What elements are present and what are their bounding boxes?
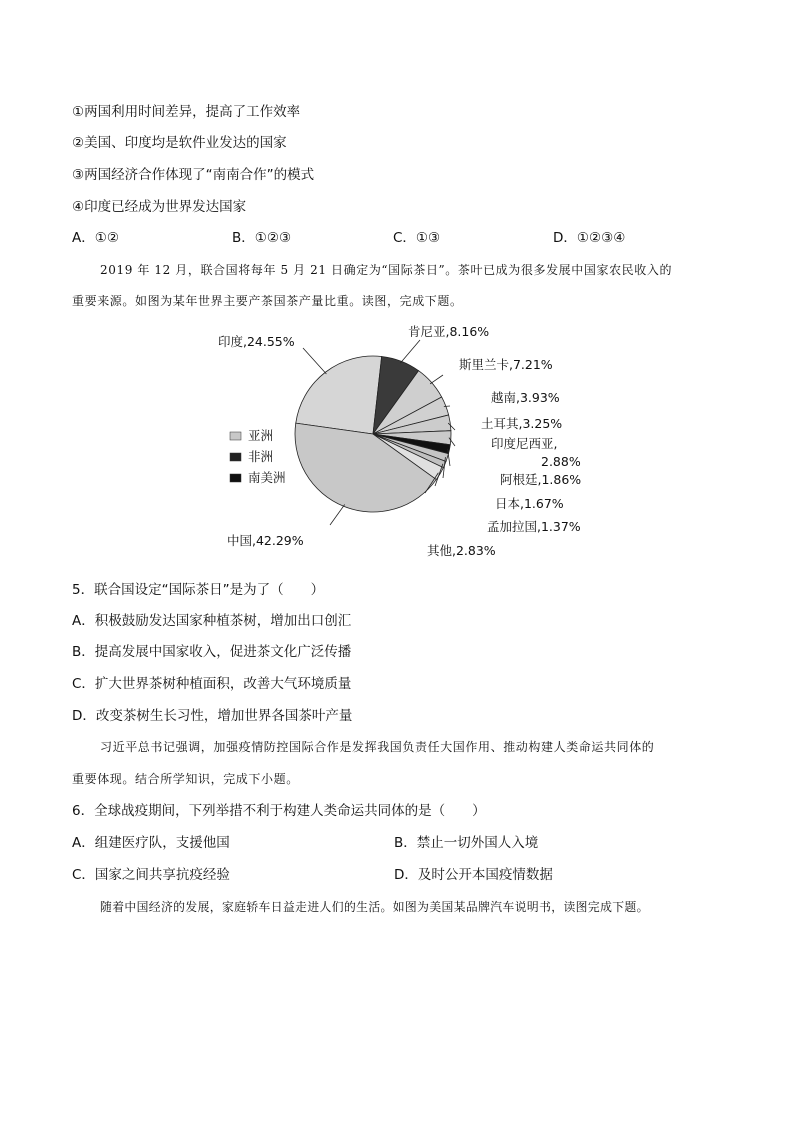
q5-option-d: D．改变茶树生长习性，增加世界各国茶叶产量	[72, 708, 353, 724]
q4-option-d: D．①②③④	[553, 230, 626, 246]
slice-label-印度: 印度,24.55%	[218, 334, 295, 349]
legend-label-亚洲: 亚洲	[248, 428, 274, 443]
q4-statement-2: ②美国、印度均是软件业发达的国家	[72, 135, 287, 151]
q6-intro-line-2: 重要体现。结合所学知识，完成下小题。	[72, 772, 299, 786]
leader-line-中国	[330, 505, 345, 525]
legend-swatch-南美洲	[230, 474, 241, 482]
slice-label-印度尼西亚: 印度尼西亚,	[491, 436, 558, 451]
legend-swatch-非洲	[230, 453, 241, 461]
leader-line-肯尼亚	[400, 340, 420, 363]
legend-swatch-亚洲	[230, 432, 241, 440]
q4-statement-4: ④印度已经成为世界发达国家	[72, 199, 247, 215]
legend-label-非洲: 非洲	[248, 449, 274, 464]
q5-option-c: C．扩大世界茶树种植面积，改善大气环境质量	[72, 676, 352, 692]
q4-statement-3: ③两国经济合作体现了“南南合作”的模式	[72, 167, 315, 183]
slice-label-value-印度尼西亚: 2.88%	[541, 454, 581, 469]
slice-label-孟加拉国: 孟加拉国,1.37%	[487, 519, 581, 534]
slice-label-日本: 日本,1.67%	[495, 496, 564, 511]
slice-label-阿根廷: 阿根廷,1.86%	[500, 472, 582, 487]
q6-stem: 6．全球战疫期间，下列举措不利于构建人类命运共同体的是（ ）	[72, 803, 486, 819]
q6-intro-line-1: 习近平总书记强调，加强疫情防控国际合作是发挥我国负责任大国作用、推动构建人类命运共同体的	[100, 740, 655, 754]
q5-option-b: B．提高发展中国家收入，促进茶文化广泛传播	[72, 644, 352, 660]
pie-slice-印度	[296, 356, 382, 434]
q5-option-a: A．积极鼓励发达国家种植茶树，增加出口创汇	[72, 613, 352, 629]
q4-option-c: C．①③	[393, 230, 441, 246]
q6-option-a: A．组建医疗队，支援他国	[72, 835, 230, 851]
q6-option-c: C．国家之间共享抗疫经验	[72, 867, 230, 883]
q5-stem: 5．联合国设定“国际茶日”是为了（ ）	[72, 582, 325, 598]
q4-option-b: B．①②③	[232, 230, 292, 246]
tea-intro-line-2: 重要来源。如图为某年世界主要产茶国茶产量比重。读图，完成下题。	[72, 294, 463, 308]
tea-intro-line-1: 2019 年 12 月，联合国将每年 5 月 21 日确定为“国际茶日”。茶叶已成为很多发展中国家农民收入的	[100, 263, 673, 277]
slice-label-其他: 其他,2.83%	[427, 543, 496, 558]
legend-label-南美洲: 南美洲	[248, 470, 286, 485]
q6-option-b: B．禁止一切外国人入境	[394, 835, 539, 851]
leader-line-印度	[303, 348, 326, 374]
car-intro: 随着中国经济的发展，家庭轿车日益走进人们的生活。如图为美国某品牌汽车说明书，读图完成下题。	[100, 900, 649, 914]
leader-line-斯里兰卡	[430, 375, 443, 384]
tea-production-pie-chart	[215, 318, 595, 568]
slice-label-土耳其: 土耳其,3.25%	[481, 416, 563, 431]
slice-label-肯尼亚: 肯尼亚,8.16%	[408, 324, 490, 339]
q4-statement-1: ①两国利用时间差异，提高了工作效率	[72, 104, 301, 120]
slice-label-越南: 越南,3.93%	[491, 390, 560, 405]
slice-label-斯里兰卡: 斯里兰卡,7.21%	[459, 357, 553, 372]
q6-option-d: D．及时公开本国疫情数据	[394, 867, 553, 883]
q4-option-a: A．①②	[72, 230, 119, 246]
slice-label-中国: 中国,42.29%	[227, 533, 304, 548]
